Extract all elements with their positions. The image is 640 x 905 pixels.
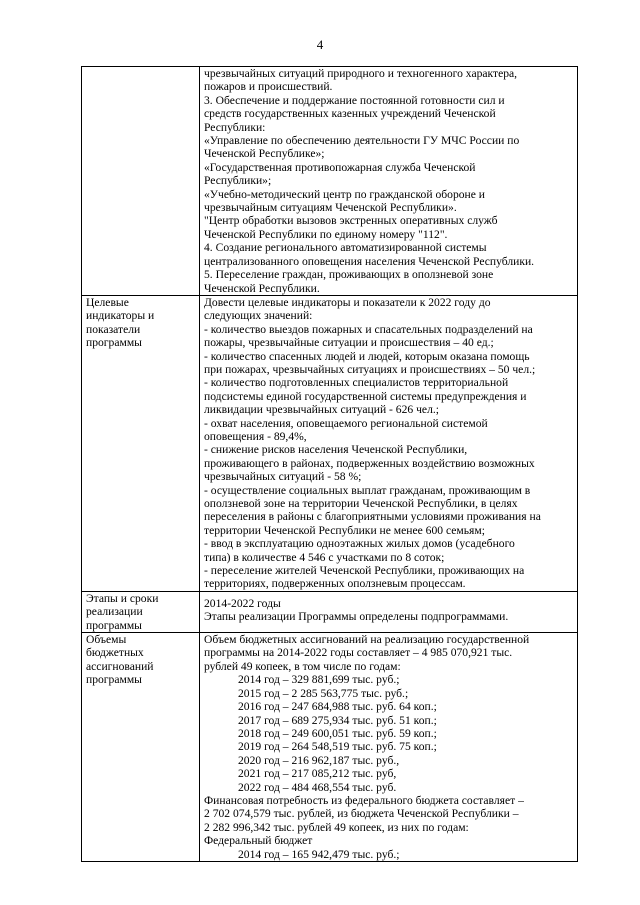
text-line: Довести целевые индикаторы и показатели к 2022 году до <box>204 295 491 309</box>
text-line: пожары, чрезвычайные ситуации и происшествия – 40 ед.; <box>204 336 494 350</box>
budget-year-line: 2019 год – 264 548,519 тыс. руб. 75 коп.; <box>238 740 437 754</box>
text-line: Чеченской Республики. <box>204 281 320 295</box>
text-line: программы на 2014-2022 годы составляет – 4 985 070,921 тыс. <box>204 646 513 660</box>
text-line: - количество выездов пожарных и спасательных подразделений на <box>204 322 533 336</box>
text-line: 2 702 074,579 тыс. рублей, из бюджета Чеченской Республики – <box>204 807 519 821</box>
text-line: - количество подготовленных специалистов территориальной <box>204 376 509 390</box>
text-line: пожаров и происшествий. <box>204 80 333 94</box>
text-line: следующих значений: <box>204 309 313 323</box>
row-label: показатели <box>86 322 141 336</box>
row-label: Этапы и сроки <box>86 591 159 605</box>
text-line: - ввод в эксплуатацию одноэтажных жилых домов (усадебного <box>204 537 515 551</box>
row-label-cell <box>82 67 200 296</box>
table-row-budget-allocations <box>82 633 578 862</box>
text-line: Чеченской Республики по единому номеру "112". <box>204 227 448 241</box>
row-content-cell <box>200 633 578 862</box>
text-line: «Государственная противопожарная служба Чеченской <box>204 160 476 174</box>
row-label: ассигнований <box>86 659 154 673</box>
budget-year-line: 2022 год – 484 468,554 тыс. руб. <box>238 780 397 794</box>
page-number: 4 <box>316 37 324 52</box>
text-line: Объем бюджетных ассигнований на реализацию государственной <box>204 633 530 647</box>
text-line: централизованного оповещения населения Чеченской Республики. <box>204 254 535 268</box>
text-line: "Центр обработки вызовов экстренных оперативных служб <box>204 214 498 228</box>
text-line: - охват населения, оповещаемого региональной системой <box>204 416 488 430</box>
text-line: при пожарах, чрезвычайных ситуациях и происшествиях – 50 чел.; <box>204 362 536 376</box>
text-line: проживающего в районах, подверженных воздействию возможных <box>204 456 535 470</box>
text-line: чрезвычайных ситуаций природного и техногенного характера, <box>204 67 518 80</box>
text-line: рублей 49 копеек, в том числе по годам: <box>204 659 401 673</box>
row-content-cell <box>200 67 578 296</box>
text-line: типа) в количестве 4 546 с участками по 8 соток; <box>204 550 445 564</box>
text-line: чрезвычайных ситуаций - 58 %; <box>204 470 362 484</box>
row-label: Объемы <box>86 633 127 647</box>
row-label-cell <box>82 633 200 862</box>
text-line: - количество спасенных людей и людей, которым оказана помощь <box>204 349 530 363</box>
row-label: бюджетных <box>86 646 144 660</box>
budget-year-line: 2018 год – 249 600,051 тыс. руб. 59 коп.; <box>238 726 437 740</box>
row-label-cell <box>82 591 200 632</box>
text-line: 3. Обеспечение и поддержание постоянной готовности сил и <box>204 93 505 107</box>
program-passport-table <box>81 66 578 862</box>
table-row-stages-terms <box>82 591 578 632</box>
table-row-tasks-continued <box>82 67 578 296</box>
text-line: подсистемы единой государственной системы предупреждения и <box>204 389 527 403</box>
text-line: средств государственных казенных учреждений Чеченской <box>204 107 496 121</box>
text-line: 2 282 996,342 тыс. рублей 49 копеек, из них по годам: <box>204 820 469 834</box>
text-line: оползневой зоне на территории Чеченской Республики, в целях <box>204 497 518 510</box>
text-line: территории Чеченской Республики не менее 600 семьям; <box>204 523 485 537</box>
row-label: индикаторы и <box>86 309 155 323</box>
row-label: программы <box>86 336 142 350</box>
row-content-cell <box>200 591 578 632</box>
text-line: Чеченской Республике»; <box>204 147 325 161</box>
text-line: ликвидации чрезвычайных ситуаций - 626 чел.; <box>204 403 439 417</box>
row-label: программы <box>86 618 142 632</box>
text-line: Республики»; <box>204 174 272 188</box>
text-line: 4. Создание регионального автоматизированной системы <box>204 241 487 255</box>
budget-year-line: 2017 год – 689 275,934 тыс. руб. 51 коп.; <box>238 713 437 727</box>
budget-year-line: 2021 год – 217 085,212 тыс. руб, <box>238 767 397 781</box>
text-line: Финансовая потребность из федерального бюджета составляет – <box>204 793 524 807</box>
row-label-cell <box>82 295 200 591</box>
row-content-cell <box>200 295 578 591</box>
text-line: 2014-2022 годы <box>204 596 281 610</box>
text-line: «Управление по обеспечению деятельности ГУ МЧС России по <box>204 134 520 148</box>
budget-year-line: 2016 год – 247 684,988 тыс. руб. 64 коп.; <box>238 700 437 714</box>
text-line: переселения в районы с благоприятными условиями проживания на <box>204 510 541 524</box>
text-line: Этапы реализации Программы определены подпрограммами. <box>204 610 509 624</box>
text-line: оповещения - 89,4%, <box>204 429 307 443</box>
row-label: Целевые <box>86 295 129 309</box>
text-line: - переселение жителей Чеченской Республики, проживающих на <box>204 564 525 578</box>
text-line: территориях, подверженных оползневым процессам. <box>204 577 466 591</box>
table-row-target-indicators <box>82 295 578 591</box>
text-line: - осуществление социальных выплат гражданам, проживающим в <box>204 483 531 497</box>
text-line: «Учебно-методический центр по гражданской обороне и <box>204 187 486 201</box>
text-line: 5. Переселение граждан, проживающих в оползневой зоне <box>204 268 494 282</box>
budget-year-line: 2020 год – 216 962,187 тыс. руб., <box>238 753 400 767</box>
row-label: реализации <box>86 605 143 619</box>
row-label: программы <box>86 673 142 687</box>
text-line: - снижение рисков населения Чеченской Республики, <box>204 443 468 457</box>
text-line: Федеральный бюджет <box>204 834 313 848</box>
text-line: Республики: <box>204 120 266 134</box>
budget-year-line: 2014 год – 165 942,479 тыс. руб.; <box>238 847 400 861</box>
text-line: чрезвычайным ситуациям Чеченской Республики». <box>204 201 457 215</box>
budget-year-line: 2015 год – 2 285 563,775 тыс. руб.; <box>238 686 409 700</box>
budget-year-line: 2014 год – 329 881,699 тыс. руб.; <box>238 673 400 687</box>
